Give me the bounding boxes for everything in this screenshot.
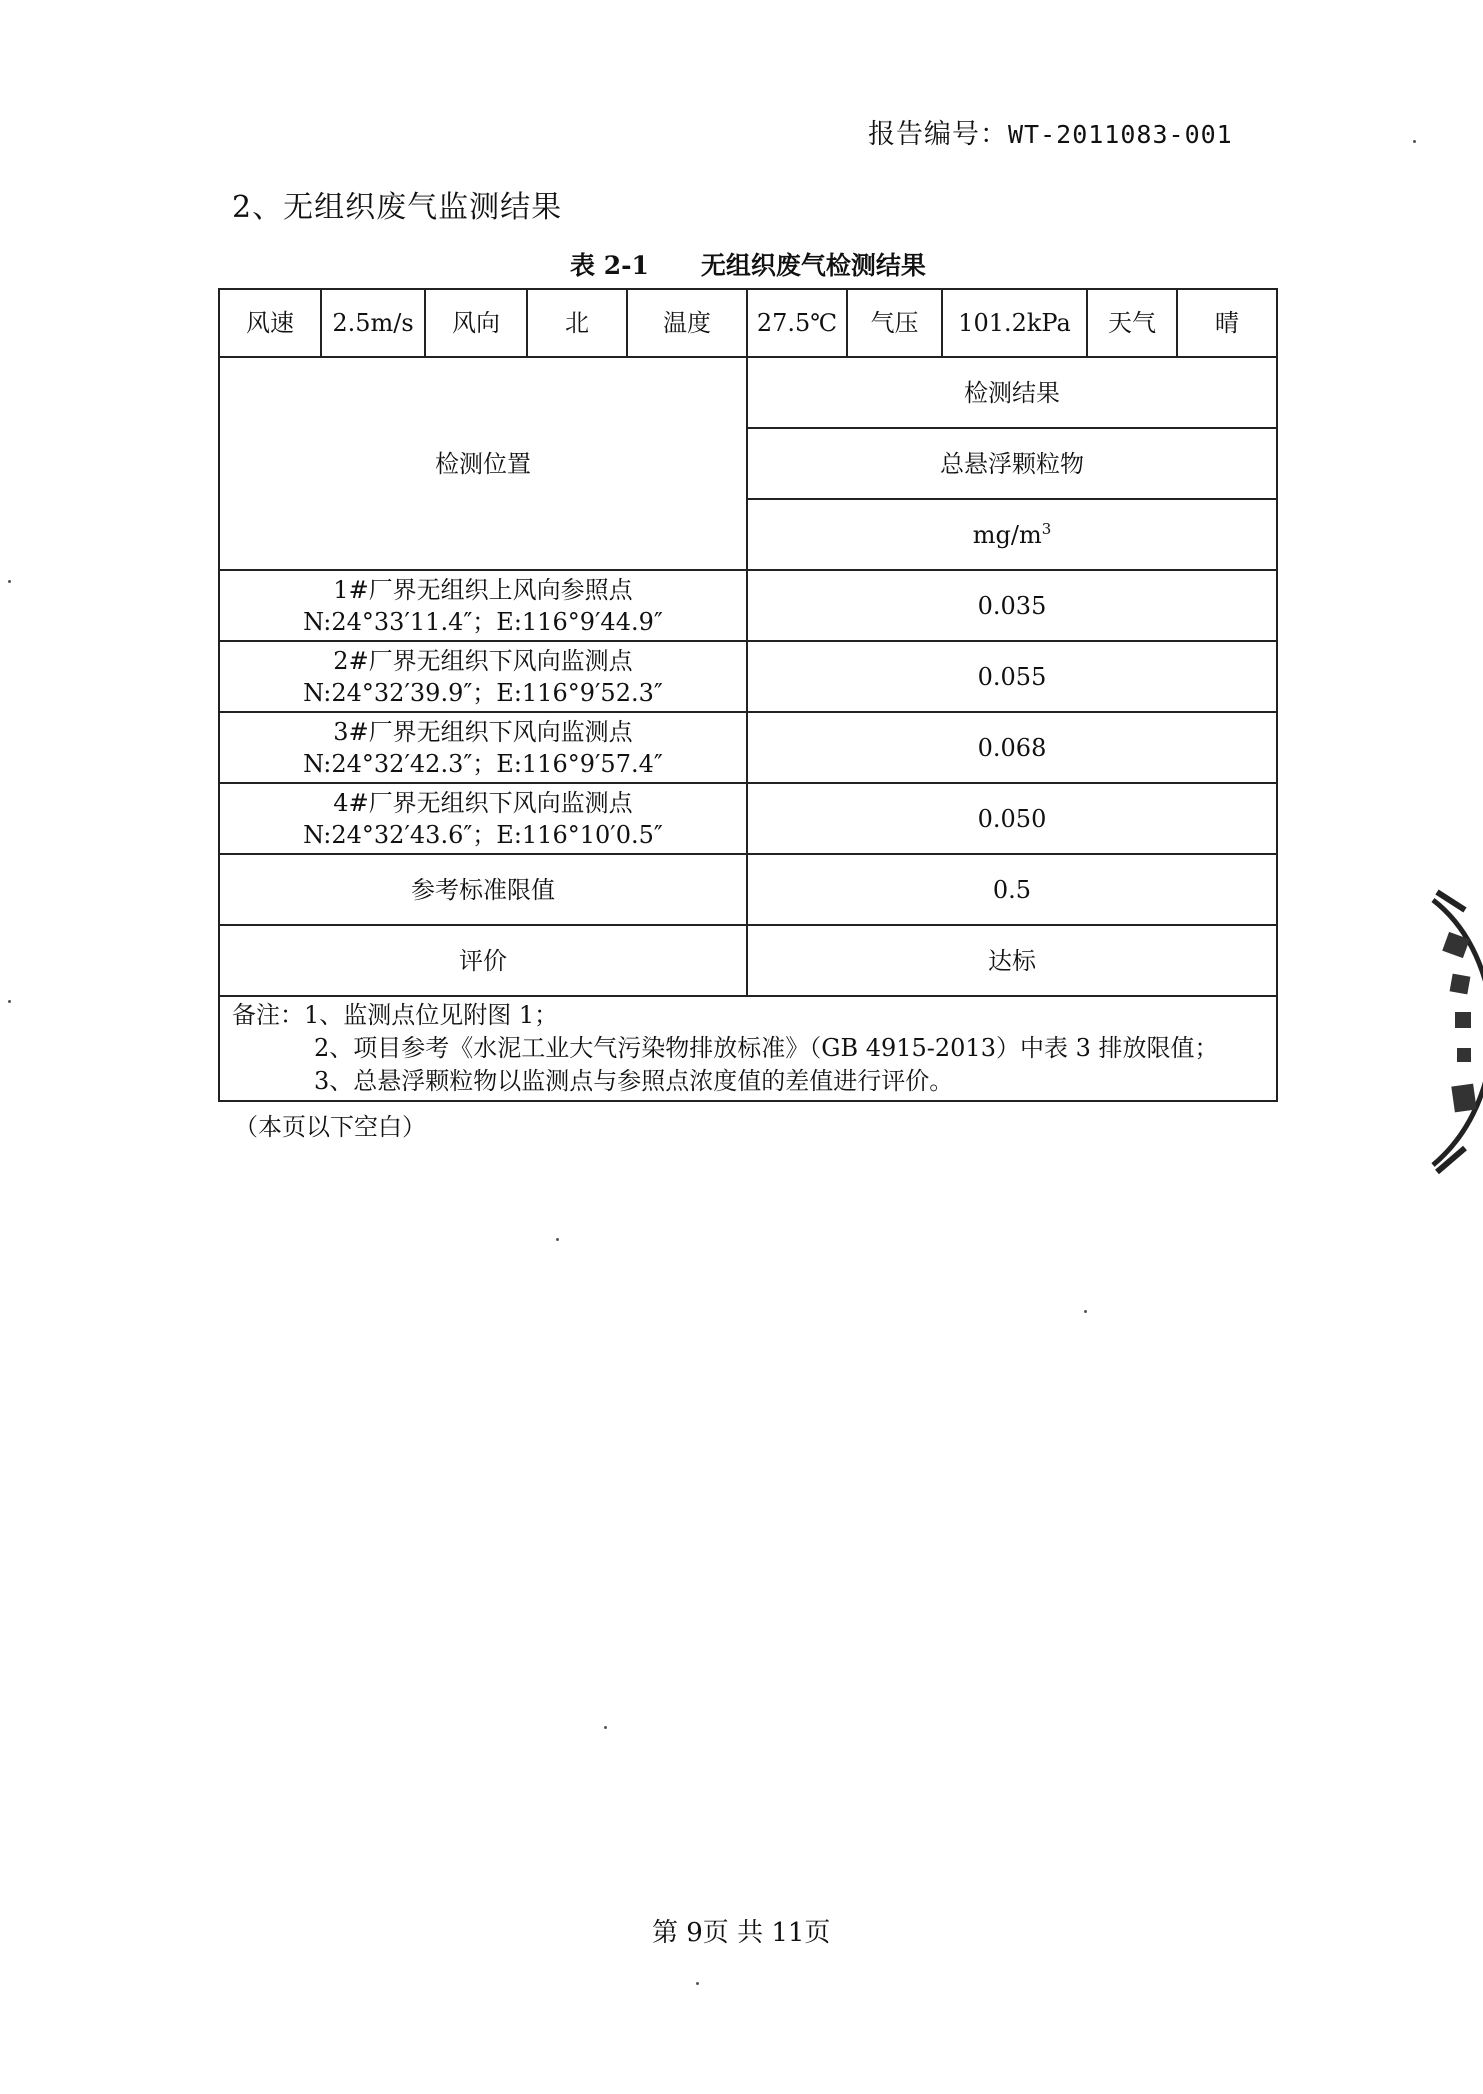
point-location-4 [219, 783, 747, 854]
evaluation-label: 评价 [219, 925, 747, 996]
point-coords: N:24°32′39.9″；E:116°9′52.3″ [303, 678, 663, 707]
evaluation-row [219, 925, 1277, 996]
point-coords: N:24°32′42.3″；E:116°9′57.4″ [303, 749, 663, 778]
point-location-3 [219, 712, 747, 783]
company-seal-stamp [1425, 880, 1483, 1180]
unit-base: mg/m [972, 520, 1042, 549]
point-location-2 [219, 641, 747, 712]
scan-speck [556, 1238, 559, 1241]
standard-label: 参考标准限值 [219, 854, 747, 925]
section-title: 2、无组织废气监测结果 [232, 190, 563, 225]
result-header: 检测结果 [747, 357, 1277, 428]
evaluation-value: 达标 [747, 925, 1277, 996]
point-name: 1#厂界无组织上风向参照点 [333, 575, 633, 604]
standard-value: 0.5 [747, 854, 1277, 925]
table-caption [570, 246, 926, 282]
point-location-1 [219, 570, 747, 641]
standard-row [219, 854, 1277, 925]
point-value-3: 0.068 [747, 712, 1277, 783]
report-number-value: WT-2011083-001 [1008, 120, 1233, 149]
table-caption-number: 表 2-1 [570, 251, 649, 280]
weather-label-wind-speed: 风速 [219, 289, 321, 357]
weather-value-wind-speed: 2.5m/s [321, 289, 425, 357]
weather-value-wind-direction: 北 [527, 289, 627, 357]
remark-line-2: 2、项目参考《水泥工业大气污染物排放标准》（GB 4915-2013）中表 3 排放限值； [314, 1034, 1219, 1062]
remarks-cell [219, 996, 1277, 1101]
weather-value-pressure: 101.2kPa [942, 289, 1087, 357]
weather-value-temperature: 27.5℃ [747, 289, 847, 357]
scan-speck [1413, 140, 1416, 143]
scan-speck [696, 1982, 699, 1985]
table-row [219, 783, 1277, 854]
report-number-label: 报告编号： [868, 119, 1008, 150]
weather-row [219, 289, 1277, 357]
point-name: 4#厂界无组织下风向监测点 [333, 788, 633, 817]
point-coords: N:24°32′43.6″；E:116°10′0.5″ [303, 820, 663, 849]
table-row [219, 570, 1277, 641]
report-number [868, 112, 1233, 151]
point-name: 3#厂界无组织下风向监测点 [333, 717, 633, 746]
page-footer: 第 9页 共 11页 [652, 1918, 831, 1948]
point-coords: N:24°33′11.4″；E:116°9′44.9″ [303, 607, 663, 636]
weather-label-pressure: 气压 [847, 289, 942, 357]
weather-value-sky: 晴 [1177, 289, 1277, 357]
weather-label-temperature: 温度 [627, 289, 747, 357]
unit-exponent: 3 [1041, 519, 1052, 538]
table-row [219, 641, 1277, 712]
blank-note: （本页以下空白） [234, 1113, 426, 1141]
remark-line-1: 备注：1、监测点位见附图 1； [232, 1001, 559, 1029]
remark-line-3: 3、总悬浮颗粒物以监测点与参照点浓度值的差值进行评价。 [314, 1067, 954, 1095]
scan-speck [8, 1000, 11, 1003]
weather-label-sky: 天气 [1087, 289, 1177, 357]
scan-speck [1084, 1310, 1087, 1313]
point-value-2: 0.055 [747, 641, 1277, 712]
table-row [219, 712, 1277, 783]
remarks-row [219, 996, 1277, 1101]
unit-header [747, 499, 1277, 570]
scan-speck [604, 1726, 607, 1729]
pollutant-header: 总悬浮颗粒物 [747, 428, 1277, 499]
header-row-1 [219, 357, 1277, 428]
point-name: 2#厂界无组织下风向监测点 [333, 646, 633, 675]
scan-speck [8, 580, 11, 583]
table-caption-title: 无组织废气检测结果 [700, 251, 926, 280]
weather-label-wind-direction: 风向 [425, 289, 527, 357]
point-value-1: 0.035 [747, 570, 1277, 641]
point-value-4: 0.050 [747, 783, 1277, 854]
location-header: 检测位置 [219, 357, 747, 570]
results-table [218, 288, 1278, 1102]
